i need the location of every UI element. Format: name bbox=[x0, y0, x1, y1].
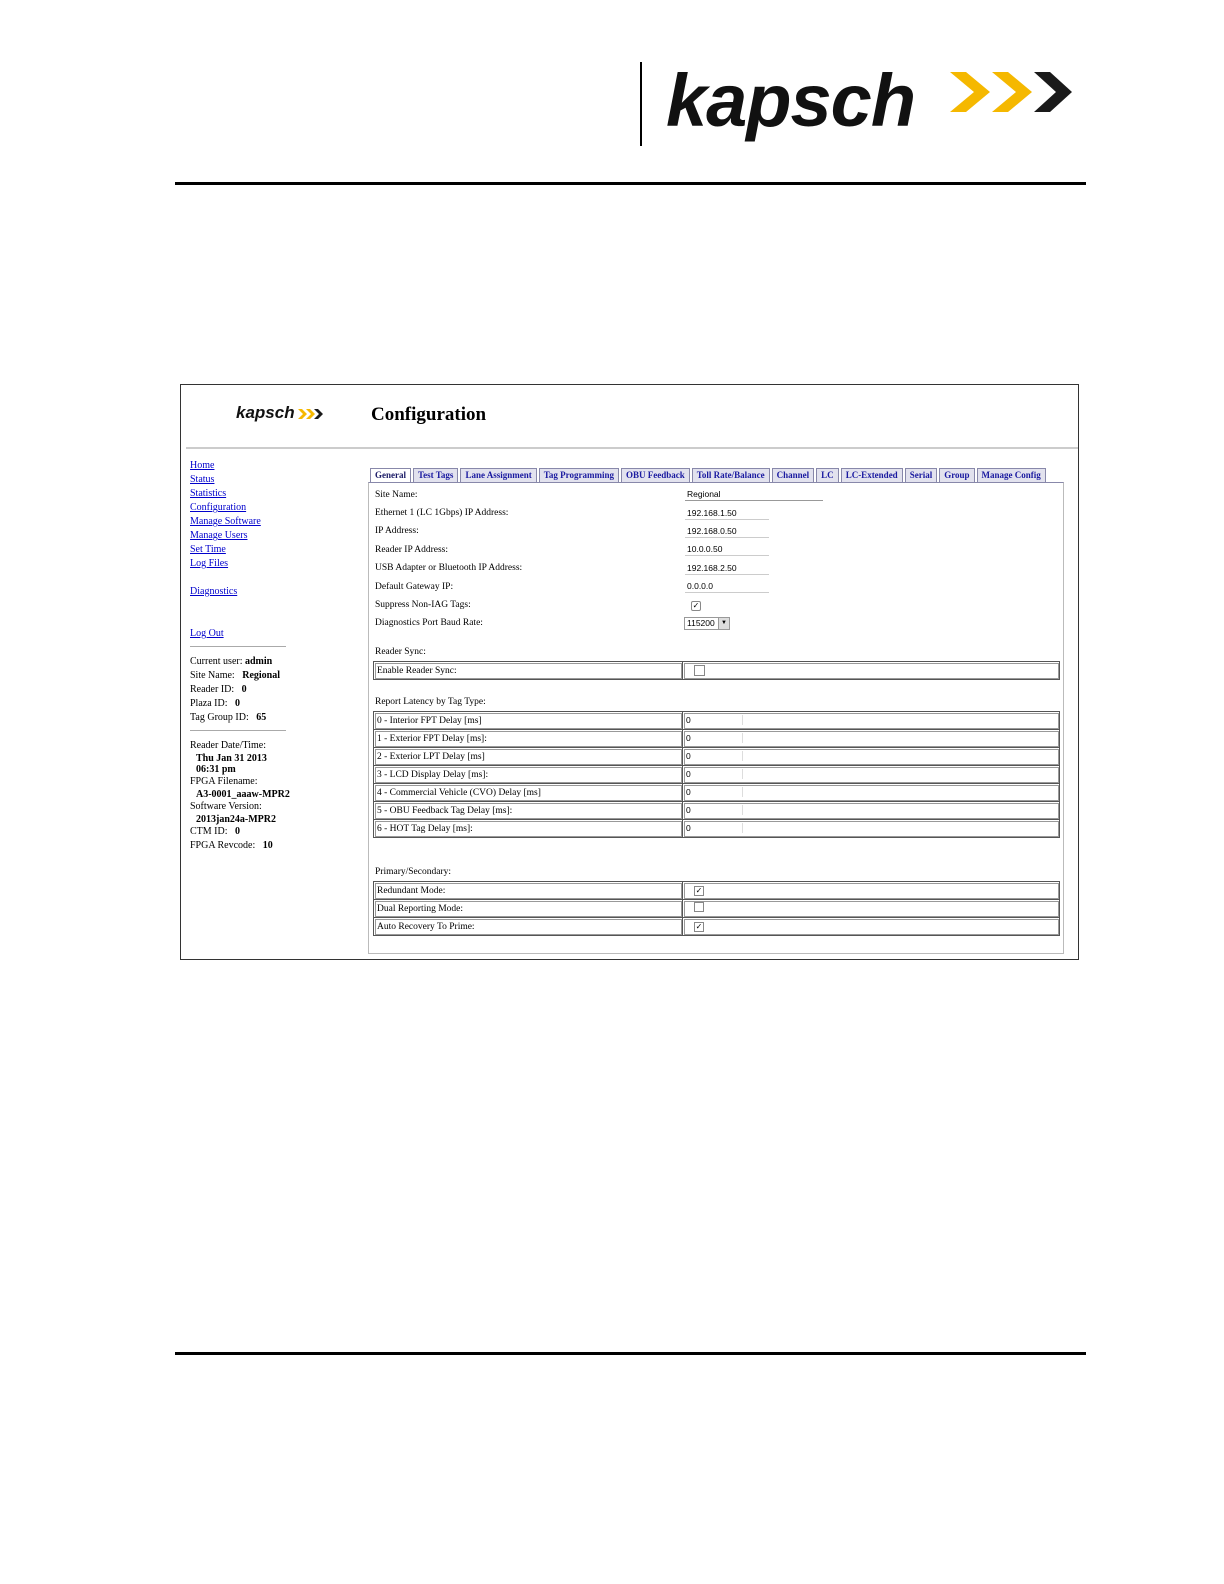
nav-configuration[interactable]: Configuration bbox=[190, 502, 247, 513]
latency-input[interactable]: 0 bbox=[686, 751, 743, 761]
auto-recovery-checkbox[interactable]: ✓ bbox=[695, 921, 703, 931]
latency-label: 6 - HOT Tag Delay [ms]: bbox=[374, 820, 683, 838]
table-cell bbox=[683, 802, 1060, 820]
info-label: Software Version: bbox=[190, 801, 262, 812]
tab-lc-extended[interactable]: LC-Extended bbox=[841, 468, 903, 483]
sidebar-nav bbox=[190, 459, 290, 853]
latency-input[interactable]: 0 bbox=[686, 769, 743, 779]
reader-ip-field[interactable]: 10.0.0.50 bbox=[685, 543, 769, 556]
time-value: 06:31 pm bbox=[196, 764, 236, 775]
ip-label: IP Address: bbox=[375, 526, 419, 536]
auto-recovery-label: Auto Recovery To Prime: bbox=[374, 918, 683, 936]
enable-sync-label: Enable Reader Sync: bbox=[374, 662, 683, 680]
current-user-value: admin bbox=[245, 656, 273, 667]
table-cell bbox=[683, 900, 1060, 918]
tab-test-tags[interactable]: Test Tags bbox=[413, 468, 458, 483]
latency-heading: Report Latency by Tag Type: bbox=[375, 697, 486, 707]
nav-manage-users[interactable]: Manage Users bbox=[190, 530, 248, 541]
table-row bbox=[374, 662, 1060, 680]
fpga-rev-value: 10 bbox=[262, 840, 273, 851]
info-label: Reader Date/Time: bbox=[190, 740, 267, 751]
eth-ip-label: Ethernet 1 (LC 1Gbps) IP Address: bbox=[375, 508, 509, 518]
tab-lane-assignment[interactable]: Lane Assignment bbox=[460, 468, 536, 483]
reader-sync-table bbox=[373, 661, 1060, 680]
table-cell bbox=[683, 918, 1060, 936]
table-row bbox=[374, 730, 1060, 748]
table-row bbox=[374, 802, 1060, 820]
tab-toll-rate-balance[interactable]: Toll Rate/Balance bbox=[692, 468, 770, 483]
dual-reporting-checkbox[interactable] bbox=[694, 902, 704, 912]
eth-ip-field[interactable]: 192.168.1.50 bbox=[685, 507, 769, 520]
chevrons-icon bbox=[946, 66, 1076, 126]
tab-bar bbox=[370, 468, 1046, 482]
primary-table bbox=[373, 881, 1060, 936]
latency-label: 4 - Commercial Vehicle (CVO) Delay [ms] bbox=[374, 784, 683, 802]
nav-home[interactable]: Home bbox=[190, 460, 215, 471]
nav-set-time[interactable]: Set Time bbox=[190, 544, 226, 555]
latency-input[interactable]: 0 bbox=[686, 715, 743, 725]
table-row bbox=[374, 820, 1060, 838]
baud-select[interactable] bbox=[684, 617, 730, 630]
app-header bbox=[186, 385, 1078, 449]
table-row bbox=[374, 918, 1060, 936]
table-cell bbox=[683, 882, 1060, 900]
usb-ip-field[interactable]: 192.168.2.50 bbox=[685, 562, 769, 575]
tab-lc[interactable]: LC bbox=[816, 468, 839, 483]
reader-id-value: 0 bbox=[241, 684, 247, 695]
table-row bbox=[374, 882, 1060, 900]
page-header-logo bbox=[640, 59, 1080, 148]
nav-statistics[interactable]: Statistics bbox=[190, 488, 227, 499]
enable-sync-checkbox[interactable] bbox=[694, 665, 705, 676]
site-name-value: Regional bbox=[242, 670, 280, 681]
info-label: FPGA Filename: bbox=[190, 776, 258, 787]
nav-logout[interactable]: Log Out bbox=[190, 628, 224, 639]
tab-obu-feedback[interactable]: OBU Feedback bbox=[621, 468, 690, 483]
tab-tag-programming[interactable]: Tag Programming bbox=[539, 468, 619, 483]
tab-channel[interactable]: Channel bbox=[772, 468, 815, 483]
tag-group-value: 65 bbox=[256, 712, 267, 723]
ip-field[interactable]: 192.168.0.50 bbox=[685, 525, 769, 538]
latency-label: 2 - Exterior LPT Delay [ms] bbox=[374, 748, 683, 766]
logo-divider bbox=[640, 62, 642, 146]
reader-ip-label: Reader IP Address: bbox=[375, 545, 448, 555]
header-rule bbox=[175, 182, 1086, 185]
screenshot-frame bbox=[180, 384, 1079, 960]
table-cell bbox=[683, 784, 1060, 802]
latency-input[interactable]: 0 bbox=[686, 733, 743, 743]
info-label: Site Name: bbox=[190, 670, 235, 681]
table-row bbox=[374, 712, 1060, 730]
site-name-label: Site Name: bbox=[375, 490, 418, 500]
baud-label: Diagnostics Port Baud Rate: bbox=[375, 618, 483, 628]
latency-label: 1 - Exterior FPT Delay [ms]: bbox=[374, 730, 683, 748]
nav-divider bbox=[190, 646, 286, 647]
dual-reporting-label: Dual Reporting Mode: bbox=[374, 900, 683, 918]
latency-table bbox=[373, 711, 1060, 838]
baud-select-value: 115200 bbox=[687, 618, 715, 628]
info-label: Current user: bbox=[190, 656, 243, 667]
table-row bbox=[374, 784, 1060, 802]
table-row bbox=[374, 766, 1060, 784]
latency-input[interactable]: 0 bbox=[686, 787, 743, 797]
latency-label: 0 - Interior FPT Delay [ms] bbox=[374, 712, 683, 730]
primary-heading: Primary/Secondary: bbox=[375, 867, 451, 877]
suppress-checkbox[interactable]: ✓ bbox=[692, 601, 700, 610]
app-logo-text: kapsch bbox=[236, 403, 295, 422]
gateway-field[interactable]: 0.0.0.0 bbox=[685, 580, 769, 593]
tab-manage-config[interactable]: Manage Config bbox=[977, 468, 1046, 483]
suppress-label: Suppress Non-IAG Tags: bbox=[375, 600, 471, 610]
redundant-label: Redundant Mode: bbox=[374, 882, 683, 900]
ctm-value: 0 bbox=[235, 826, 240, 837]
app-chevrons-icon bbox=[298, 408, 324, 420]
info-divider bbox=[190, 730, 286, 731]
usb-ip-label: USB Adapter or Bluetooth IP Address: bbox=[375, 563, 523, 573]
gateway-label: Default Gateway IP: bbox=[375, 582, 454, 592]
info-label: CTM ID: bbox=[190, 826, 228, 837]
info-label: FPGA Revcode: bbox=[190, 840, 256, 851]
info-label: Plaza ID: bbox=[190, 698, 228, 709]
info-label: Tag Group ID: bbox=[190, 712, 249, 723]
reader-info bbox=[190, 655, 290, 853]
tab-serial[interactable]: Serial bbox=[905, 468, 938, 483]
chevron-down-icon[interactable]: ▼ bbox=[718, 618, 729, 629]
latency-input[interactable]: 0 bbox=[686, 823, 743, 833]
table-cell bbox=[683, 766, 1060, 784]
fpga-file-value: A3-0001_aaaw-MPR2 bbox=[196, 789, 290, 800]
table-cell bbox=[683, 712, 1060, 730]
table-cell bbox=[683, 730, 1060, 748]
tab-group[interactable]: Group bbox=[939, 468, 974, 483]
app-logo bbox=[236, 403, 324, 423]
brand-wordmark: kapsch bbox=[666, 59, 916, 142]
page-title: Configuration bbox=[371, 404, 487, 425]
sw-version-value: 2013jan24a-MPR2 bbox=[196, 814, 276, 825]
table-cell bbox=[683, 820, 1060, 838]
footer-rule bbox=[175, 1352, 1086, 1355]
reader-sync-heading: Reader Sync: bbox=[375, 647, 426, 657]
latency-input[interactable]: 0 bbox=[686, 805, 743, 815]
latency-label: 5 - OBU Feedback Tag Delay [ms]: bbox=[374, 802, 683, 820]
nav-spacer bbox=[190, 571, 290, 585]
table-cell bbox=[683, 662, 1060, 680]
site-name-field[interactable]: Regional bbox=[685, 488, 823, 501]
nav-diagnostics[interactable]: Diagnostics bbox=[190, 586, 238, 597]
nav-status[interactable]: Status bbox=[190, 474, 215, 485]
table-cell bbox=[683, 748, 1060, 766]
table-row bbox=[374, 748, 1060, 766]
date-value: Thu Jan 31 2013 bbox=[196, 753, 267, 764]
tab-general[interactable]: General bbox=[370, 468, 411, 483]
latency-label: 3 - LCD Display Delay [ms]: bbox=[374, 766, 683, 784]
nav-log-files[interactable]: Log Files bbox=[190, 558, 229, 569]
nav-manage-software[interactable]: Manage Software bbox=[190, 516, 261, 527]
plaza-id-value: 0 bbox=[235, 698, 240, 709]
table-row bbox=[374, 900, 1060, 918]
nav-spacer bbox=[190, 599, 290, 627]
info-label: Reader ID: bbox=[190, 684, 235, 695]
redundant-checkbox[interactable]: ✓ bbox=[695, 885, 703, 895]
